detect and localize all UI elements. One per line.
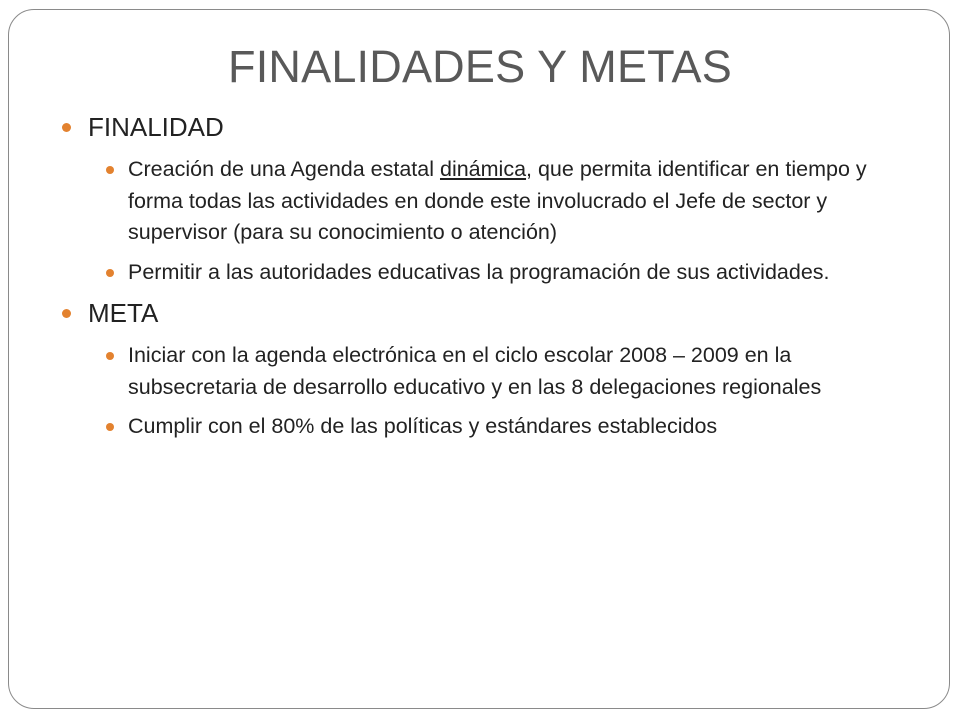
section-finalidad: [62, 110, 912, 288]
bullet-dot-icon: [106, 352, 114, 360]
slide-title: FINALIDADES Y METAS: [228, 41, 732, 92]
section-meta: [62, 296, 912, 443]
item-text: Permitir a las autoridades educativas la programación de sus actividades.: [128, 259, 830, 284]
item-text: Cumplir con el 80% de las políticas y estándares establecidos: [128, 414, 718, 438]
bullet-item: [62, 257, 912, 289]
bullet-item: [62, 340, 912, 403]
item-text: Iniciar con la agenda electrónica en el ciclo escolar 2008 – 2009 en la subsecretaria de desarrollo educativo y en las 8 delegaciones regionales: [128, 343, 822, 399]
item-text-pre: Creación de una Agenda estatal: [128, 157, 440, 181]
bullet-dot-icon: [106, 166, 114, 174]
bullet-item: [62, 411, 912, 443]
bullet-heading-meta: [62, 296, 912, 330]
heading-text: META: [88, 298, 159, 328]
item-text-post: , que permita identificar en tiempo y forma todas las actividades en donde este involucrado el Jefe de sector y supervisor (para su conocimiento o atención): [128, 157, 867, 244]
bullet-dot-icon: [106, 423, 114, 431]
heading-text: FINALIDAD: [88, 112, 224, 142]
slide-content: [62, 110, 912, 451]
bullet-heading-finalidad: [62, 110, 912, 144]
bullet-item: [62, 154, 912, 249]
bullet-dot-icon: [62, 309, 71, 318]
item-text-underlined: dinámica: [439, 157, 527, 181]
bullet-dot-icon: [106, 269, 114, 277]
bullet-dot-icon: [62, 123, 71, 132]
